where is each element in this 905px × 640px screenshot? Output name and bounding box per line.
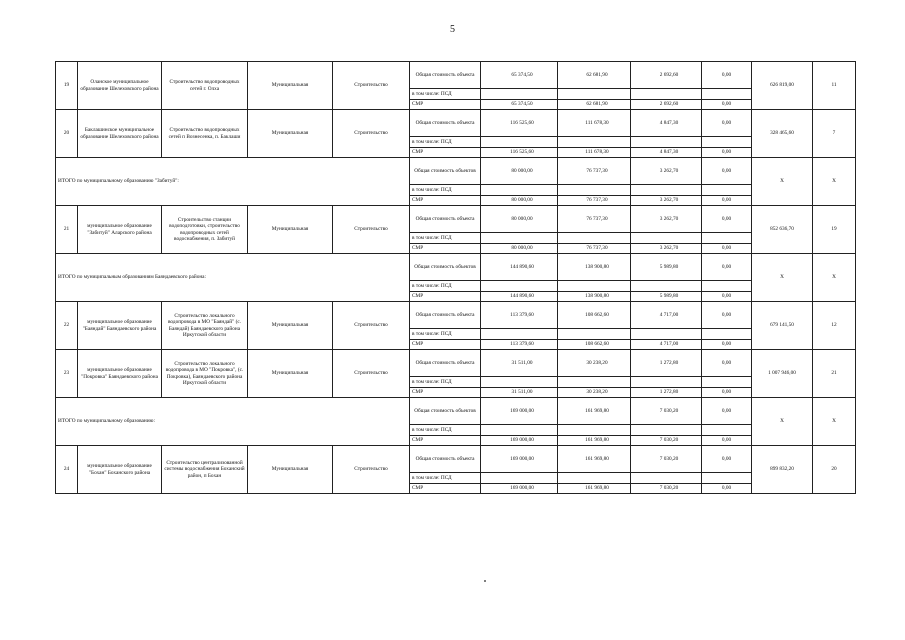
psd-value	[558, 137, 631, 148]
total-cost-label: Общая стоимость объекта	[410, 62, 481, 89]
table-row	[56, 158, 856, 185]
total-cost-label: Общая стоимость объектов	[410, 254, 481, 281]
recipient-cell: муниципальное образование "Бохан" Боханского района	[78, 446, 162, 494]
row-number: 19	[56, 62, 78, 110]
psd-value	[702, 185, 752, 196]
smr-value: 80 000,00	[481, 244, 558, 254]
psd-value	[702, 89, 752, 100]
total-cost-label: Общая стоимость объекта	[410, 446, 481, 473]
psd-value	[481, 281, 558, 292]
page-number: 5	[450, 24, 455, 35]
smr-label: СМР	[410, 484, 481, 494]
object-cell: Строительство централизованной системы водоснабжения Боханский район, п Бохан	[162, 446, 248, 494]
total-cost-value: 111 678,30	[558, 110, 631, 137]
psd-value	[631, 89, 702, 100]
table-row	[56, 62, 856, 89]
total-cost-label: Общая стоимость объекта	[410, 110, 481, 137]
total-cost-label: Общая стоимость объектов	[410, 158, 481, 185]
total-cost-value: 1 272,80	[631, 350, 702, 377]
smr-value: 111 678,30	[558, 148, 631, 158]
smr-value: 0,00	[702, 196, 752, 206]
row-number: 21	[56, 206, 78, 254]
smr-label: СМР	[410, 388, 481, 398]
total-cost-value: 76 737,30	[558, 206, 631, 233]
total-cost-value: 113 379,60	[481, 302, 558, 329]
psd-value	[702, 137, 752, 148]
rank-cell: X	[813, 254, 856, 302]
object-cell: Строительство станции водоподготовки, строительство водопроводных сетей водоснабжения, п. Забитуй	[162, 206, 248, 254]
smr-value: 30 238,20	[558, 388, 631, 398]
rank-cell: 21	[813, 350, 856, 398]
psd-value	[558, 329, 631, 340]
work-type-cell: Строительство	[333, 62, 410, 110]
recipient-cell: муниципальное образование "Покровка" Баяндаевского района	[78, 350, 162, 398]
psd-value	[558, 377, 631, 388]
smr-value: 0,00	[702, 244, 752, 254]
psd-value	[631, 425, 702, 436]
psd-value	[481, 137, 558, 148]
page-mark	[484, 580, 486, 582]
psd-label: в том числе: ПСД	[410, 89, 481, 100]
total-cost-value: 4 717,00	[631, 302, 702, 329]
object-cell: Строительство водопроводных сетей п Вознесенка, п. Баклаши	[162, 110, 248, 158]
smr-value: 0,00	[702, 340, 752, 350]
psd-value	[558, 281, 631, 292]
capacity-cell: 1 007 946,00	[752, 350, 813, 398]
smr-value: 62 681,90	[558, 100, 631, 110]
capacity-cell: X	[752, 254, 813, 302]
total-cost-value: 7 030,20	[631, 398, 702, 425]
total-cost-label: Общая стоимость объектов	[410, 398, 481, 425]
work-type-cell: Строительство	[333, 110, 410, 158]
smr-value: 108 662,60	[558, 340, 631, 350]
smr-value: 0,00	[702, 292, 752, 302]
row-number: 22	[56, 302, 78, 350]
total-cost-value: 65 374,50	[481, 62, 558, 89]
psd-value	[481, 425, 558, 436]
total-cost-value: 80 000,00	[481, 158, 558, 185]
total-cost-value: 144 890,60	[481, 254, 558, 281]
capacity-cell: X	[752, 398, 813, 446]
rank-cell: X	[813, 398, 856, 446]
smr-value: 76 737,30	[558, 244, 631, 254]
psd-value	[631, 377, 702, 388]
psd-value	[702, 473, 752, 484]
table-row	[56, 302, 856, 329]
recipient-cell: Оланское муниципальное образование Шелеховского района	[78, 62, 162, 110]
recipient-cell: муниципальное образование "Баяндай" Баяндаевского района	[78, 302, 162, 350]
total-cost-value: 0,00	[702, 206, 752, 233]
work-type-cell: Строительство	[333, 206, 410, 254]
table-row	[56, 110, 856, 137]
total-cost-value: 30 238,20	[558, 350, 631, 377]
psd-value	[631, 281, 702, 292]
smr-value: 5 989,80	[631, 292, 702, 302]
psd-value	[631, 233, 702, 244]
table-row	[56, 446, 856, 473]
ownership-cell: Муниципальная	[248, 110, 333, 158]
psd-value	[631, 185, 702, 196]
psd-label: в том числе: ПСД	[410, 233, 481, 244]
smr-value: 0,00	[702, 388, 752, 398]
total-cost-value: 3 262,70	[631, 206, 702, 233]
smr-value: 76 737,30	[558, 196, 631, 206]
ownership-cell: Муниципальная	[248, 350, 333, 398]
recipient-cell: Баклашинское муниципальное образование Шелеховского района	[78, 110, 162, 158]
smr-value: 31 511,00	[481, 388, 558, 398]
smr-label: СМР	[410, 244, 481, 254]
row-number: 20	[56, 110, 78, 158]
smr-value: 144 890,60	[481, 292, 558, 302]
capacity-cell: 626 819,00	[752, 62, 813, 110]
psd-label: в том числе: ПСД	[410, 377, 481, 388]
rank-cell: 11	[813, 62, 856, 110]
total-cost-value: 138 900,80	[558, 254, 631, 281]
smr-value: 0,00	[702, 148, 752, 158]
capacity-cell: 328 465,60	[752, 110, 813, 158]
row-number: 24	[56, 446, 78, 494]
total-cost-value: 5 989,80	[631, 254, 702, 281]
smr-value: 0,00	[702, 484, 752, 494]
subtotal-title: ИТОГО по муниципальному образованию:	[56, 398, 410, 446]
table-body	[56, 62, 856, 494]
capacity-cell: 899 832,20	[752, 446, 813, 494]
psd-value	[558, 233, 631, 244]
total-cost-value: 169 000,00	[481, 398, 558, 425]
psd-value	[558, 473, 631, 484]
work-type-cell: Строительство	[333, 302, 410, 350]
psd-value	[558, 425, 631, 436]
ownership-cell: Муниципальная	[248, 302, 333, 350]
smr-value: 0,00	[702, 436, 752, 446]
ownership-cell: Муниципальная	[248, 62, 333, 110]
subtotal-title: ИТОГО по муниципальным образованиям Баяндаевского района:	[56, 254, 410, 302]
total-cost-value: 0,00	[702, 158, 752, 185]
psd-value	[702, 281, 752, 292]
psd-value	[481, 377, 558, 388]
rank-cell: 19	[813, 206, 856, 254]
object-cell: Строительство водопроводных сетей г. Олха	[162, 62, 248, 110]
smr-value: 169 000,00	[481, 436, 558, 446]
total-cost-value: 76 737,30	[558, 158, 631, 185]
smr-value: 1 272,80	[631, 388, 702, 398]
work-type-cell: Строительство	[333, 446, 410, 494]
total-cost-value: 169 000,00	[481, 446, 558, 473]
smr-label: СМР	[410, 196, 481, 206]
smr-value: 4 717,00	[631, 340, 702, 350]
total-cost-label: Общая стоимость объекта	[410, 302, 481, 329]
object-cell: Строительство локального водопровода в МО "Баяндай" (с. Баяндай) Баяндаевского района Иркутской области	[162, 302, 248, 350]
rank-cell: X	[813, 158, 856, 206]
smr-value: 65 374,50	[481, 100, 558, 110]
total-cost-value: 161 969,80	[558, 446, 631, 473]
psd-label: в том числе: ПСД	[410, 473, 481, 484]
smr-value: 3 262,70	[631, 244, 702, 254]
total-cost-value: 0,00	[702, 398, 752, 425]
total-cost-value: 3 262,70	[631, 158, 702, 185]
smr-label: СМР	[410, 148, 481, 158]
psd-label: в том числе: ПСД	[410, 137, 481, 148]
rank-cell: 20	[813, 446, 856, 494]
psd-value	[481, 89, 558, 100]
smr-value: 169 000,00	[481, 484, 558, 494]
psd-value	[558, 185, 631, 196]
smr-label: СМР	[410, 340, 481, 350]
total-cost-value: 2 692,60	[631, 62, 702, 89]
total-cost-value: 0,00	[702, 350, 752, 377]
psd-label: в том числе: ПСД	[410, 185, 481, 196]
total-cost-value: 62 681,90	[558, 62, 631, 89]
psd-value	[481, 233, 558, 244]
total-cost-value: 31 511,00	[481, 350, 558, 377]
total-cost-value: 4 847,30	[631, 110, 702, 137]
psd-value	[481, 473, 558, 484]
subtotal-title: ИТОГО по муниципальному образованию "Забитуй":	[56, 158, 410, 206]
smr-label: СМР	[410, 436, 481, 446]
recipient-cell: муниципальное образование "Забитуй" Аларского района	[78, 206, 162, 254]
table-row	[56, 398, 856, 425]
investment-table	[55, 61, 856, 494]
smr-value: 2 692,60	[631, 100, 702, 110]
smr-value: 138 900,80	[558, 292, 631, 302]
smr-label: СМР	[410, 292, 481, 302]
psd-value	[702, 233, 752, 244]
total-cost-value: 0,00	[702, 62, 752, 89]
smr-value: 113 379,60	[481, 340, 558, 350]
total-cost-value: 0,00	[702, 446, 752, 473]
psd-value	[702, 425, 752, 436]
psd-value	[631, 473, 702, 484]
work-type-cell: Строительство	[333, 350, 410, 398]
total-cost-value: 7 030,20	[631, 446, 702, 473]
smr-label: СМР	[410, 100, 481, 110]
row-number: 23	[56, 350, 78, 398]
psd-value	[481, 185, 558, 196]
table-row	[56, 206, 856, 233]
capacity-cell: X	[752, 158, 813, 206]
capacity-cell: 679 141,50	[752, 302, 813, 350]
psd-label: в том числе: ПСД	[410, 329, 481, 340]
total-cost-label: Общая стоимость объекта	[410, 350, 481, 377]
total-cost-value: 116 525,60	[481, 110, 558, 137]
psd-value	[702, 329, 752, 340]
table-row	[56, 254, 856, 281]
smr-value: 80 000,00	[481, 196, 558, 206]
smr-value: 7 030,20	[631, 436, 702, 446]
total-cost-value: 80 000,00	[481, 206, 558, 233]
total-cost-value: 0,00	[702, 302, 752, 329]
smr-value: 116 525,60	[481, 148, 558, 158]
smr-value: 161 969,80	[558, 484, 631, 494]
total-cost-value: 0,00	[702, 254, 752, 281]
total-cost-value: 161 969,80	[558, 398, 631, 425]
psd-label: в том числе: ПСД	[410, 281, 481, 292]
smr-value: 4 847,30	[631, 148, 702, 158]
smr-value: 3 262,70	[631, 196, 702, 206]
object-cell: Строительство локального водопровода в МО "Покровка", (с. Покровка), Баяндаевского района Иркутской области	[162, 350, 248, 398]
smr-value: 161 969,80	[558, 436, 631, 446]
capacity-cell: 852 636,70	[752, 206, 813, 254]
total-cost-label: Общая стоимость объекта	[410, 206, 481, 233]
total-cost-value: 108 662,60	[558, 302, 631, 329]
psd-value	[702, 377, 752, 388]
psd-value	[481, 329, 558, 340]
rank-cell: 12	[813, 302, 856, 350]
psd-value	[558, 89, 631, 100]
smr-value: 0,00	[702, 100, 752, 110]
psd-value	[631, 329, 702, 340]
psd-value	[631, 137, 702, 148]
rank-cell: 7	[813, 110, 856, 158]
total-cost-value: 0,00	[702, 110, 752, 137]
smr-value: 7 030,20	[631, 484, 702, 494]
ownership-cell: Муниципальная	[248, 446, 333, 494]
ownership-cell: Муниципальная	[248, 206, 333, 254]
psd-label: в том числе: ПСД	[410, 425, 481, 436]
table-row	[56, 350, 856, 377]
